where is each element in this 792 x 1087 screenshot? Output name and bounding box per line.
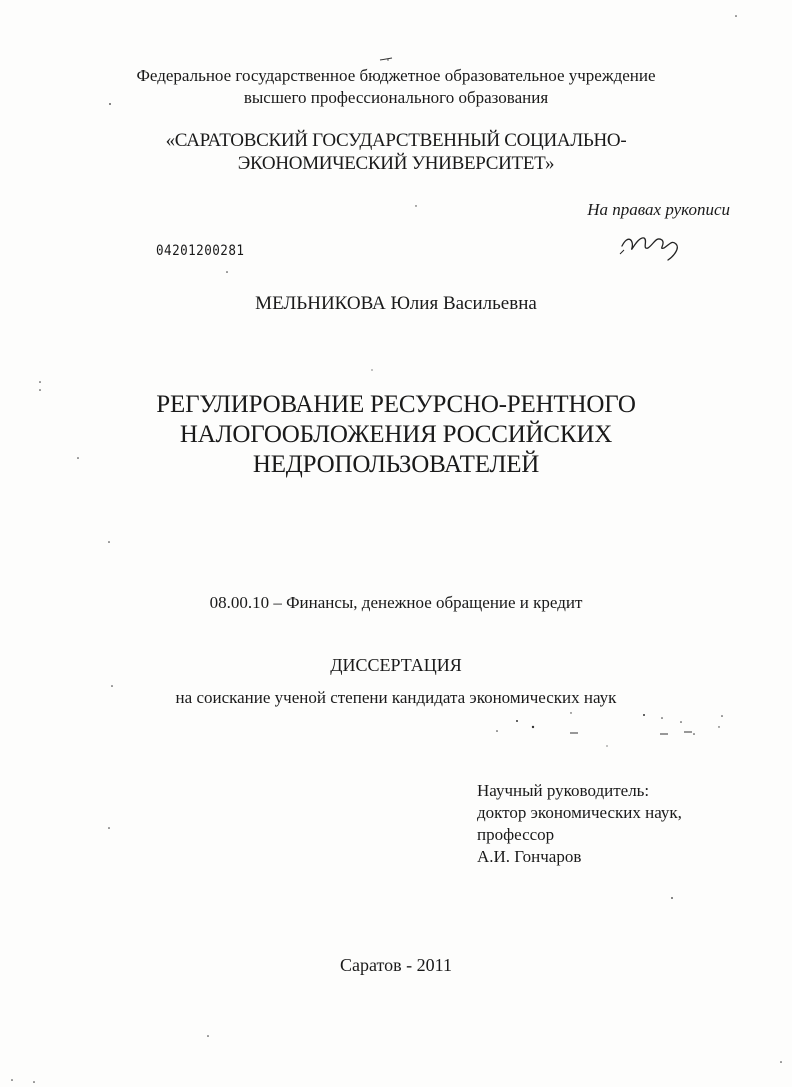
author-name: МЕЛЬНИКОВА Юлия Васильевна [255,293,537,314]
dissertation-title-line-3: НЕДРОПОЛЬЗОВАТЕЛЕЙ [252,451,540,478]
dissertation-heading: ДИССЕРТАЦИЯ [330,655,462,675]
scientific-advisor-block [477,780,682,868]
dissertation-title-line-2: НАЛОГООБЛОЖЕНИЯ РОССИЙСКИХ [179,421,613,448]
institution-line-2: высшего профессионального образования [243,88,549,107]
city-year: Саратов - 2011 [340,955,452,975]
manuscript-rights-note: На правах рукописи [587,200,730,219]
advisor-rank: профессор [477,825,555,844]
university-name-line-1: «САРАТОВСКИЙ ГОСУДАРСТВЕННЫЙ СОЦИАЛЬНО- [165,130,627,151]
advisor-degree: доктор экономических наук, [477,803,682,822]
registry-code: 04201200281 [156,243,245,259]
signature-scribble [618,226,684,266]
institution-line-1: Федеральное государственное бюджетное образовательное учреждение [136,66,656,85]
advisor-name: А.И. Гончаров [477,847,582,866]
dissertation-degree: на соискание ученой степени кандидата экономических наук [175,688,617,707]
university-name-line-2: ЭКОНОМИЧЕСКИЙ УНИВЕРСИТЕТ» [237,153,555,174]
advisor-label: Научный руководитель: [477,781,650,800]
dissertation-title-line-1: РЕГУЛИРОВАНИЕ РЕСУРСНО-РЕНТНОГО [156,391,636,418]
specialty-code: 08.00.10 – Финансы, денежное обращение и кредит [209,593,583,612]
